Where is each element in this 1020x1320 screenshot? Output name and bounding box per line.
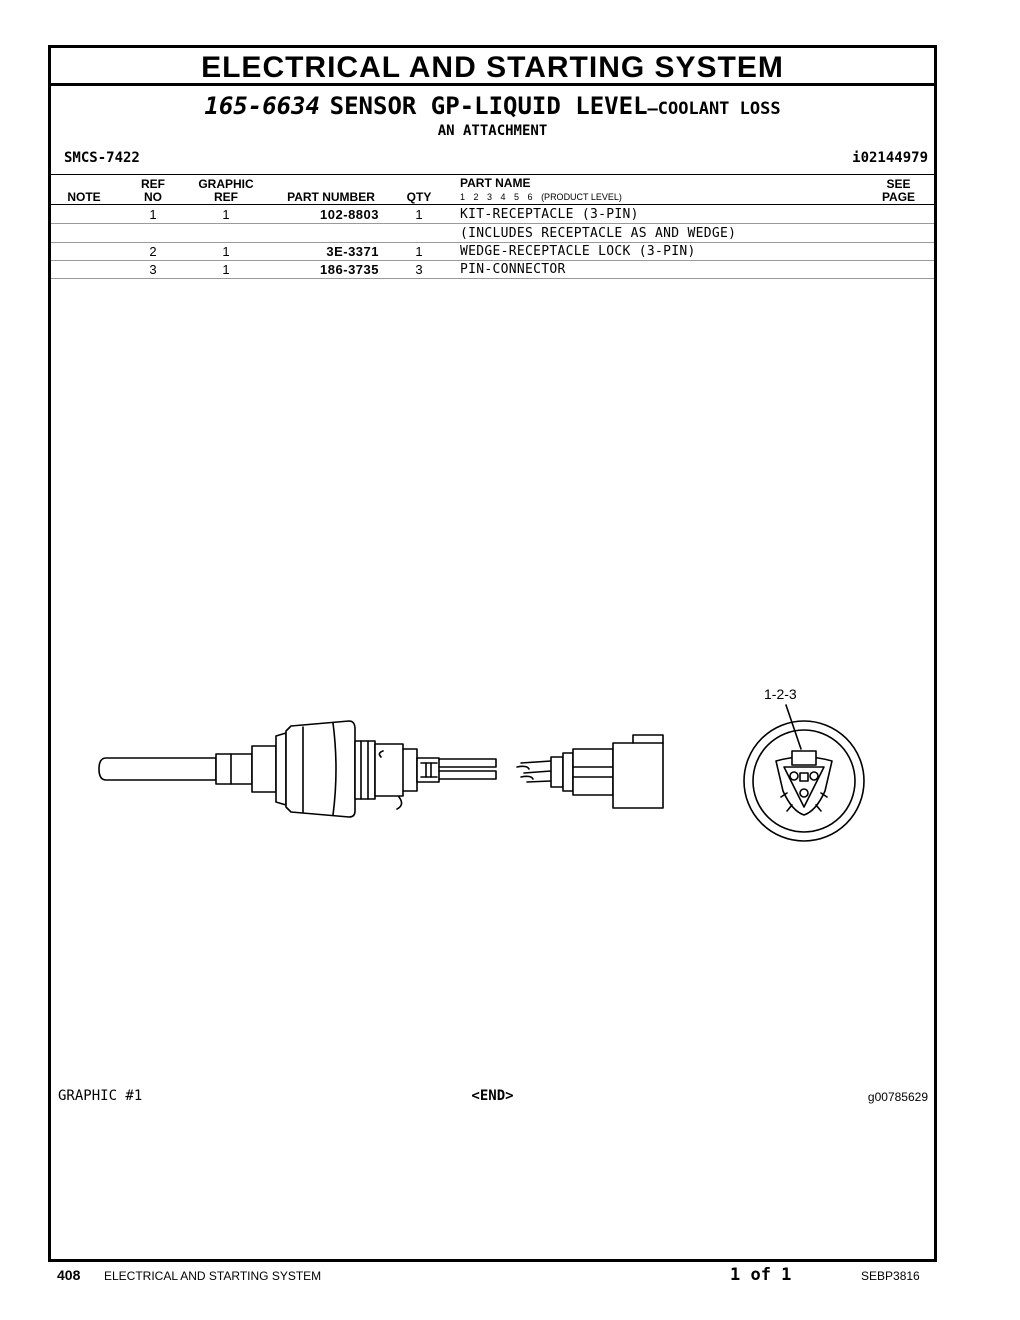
row-part-number: 3E-3371	[326, 244, 379, 259]
row-divider	[51, 260, 934, 261]
row-part-number: 186-3735	[320, 262, 379, 277]
row-divider	[51, 278, 934, 279]
row-divider	[51, 242, 934, 243]
sensor-probe-drawing	[99, 721, 496, 817]
graphic-label: GRAPHIC #1	[58, 1088, 143, 1104]
document-number: SEBP3816	[861, 1269, 920, 1283]
row-graphic-ref: 1	[222, 262, 230, 277]
group-name-suffix: —COOLANT LOSS	[647, 99, 781, 119]
row-divider	[51, 223, 934, 224]
header-see-bottom: PAGE	[881, 190, 916, 204]
row-ref-no: 1	[149, 207, 157, 222]
header-ref-top: REF	[141, 177, 165, 191]
row-part-number: 102-8803	[320, 207, 379, 222]
callout-label: 1-2-3	[764, 686, 797, 702]
header-ref-bottom: NO	[144, 190, 162, 204]
smcs-code: SMCS-7422	[64, 150, 140, 166]
connector-plug-drawing	[517, 735, 663, 808]
group-part-number: 165-6634	[204, 92, 320, 120]
footer-section: ELECTRICAL AND STARTING SYSTEM	[104, 1269, 322, 1283]
graphic-id: g00785629	[867, 1090, 928, 1104]
header-note: NOTE	[67, 190, 101, 204]
row-part-name: PIN-CONNECTOR	[460, 262, 566, 277]
row-qty: 1	[415, 207, 423, 222]
illustration-id: i02144979	[852, 150, 928, 166]
header-part-name: PART NAME	[460, 176, 531, 190]
row-ref-no: 3	[149, 262, 157, 277]
attachment-label: AN ATTACHMENT	[437, 123, 548, 139]
receptacle-end-view-drawing	[744, 705, 864, 841]
header-see-top: SEE	[886, 177, 911, 191]
row-graphic-ref: 1	[222, 244, 230, 259]
row-graphic-ref: 1	[222, 207, 230, 222]
header-part-number: PART NUMBER	[287, 190, 375, 204]
end-marker: <END>	[471, 1088, 514, 1104]
header-qty: QTY	[406, 190, 432, 204]
row-part-name: (INCLUDES RECEPTACLE AS AND WEDGE)	[460, 226, 737, 241]
page-number: 408	[57, 1267, 81, 1283]
group-name: SENSOR GP-LIQUID LEVEL	[329, 92, 648, 120]
table-header-rule	[51, 204, 934, 205]
table-top-rule	[51, 174, 934, 175]
page-of: 1 of 1	[730, 1265, 792, 1285]
parts-illustration	[81, 683, 921, 843]
row-qty: 1	[415, 244, 423, 259]
header-product-level: (PRODUCT LEVEL)	[541, 192, 622, 202]
header-levels: 1 2 3 4 5 6	[460, 192, 533, 202]
group-title	[51, 92, 934, 120]
row-part-name: WEDGE-RECEPTACLE LOCK (3-PIN)	[460, 244, 696, 259]
row-ref-no: 2	[149, 244, 157, 259]
row-qty: 3	[415, 262, 423, 277]
section-title: ELECTRICAL AND STARTING SYSTEM	[51, 48, 934, 86]
header-graphic-top: GRAPHIC	[198, 177, 254, 191]
page-frame	[48, 45, 937, 1262]
header-graphic-bottom: REF	[214, 190, 238, 204]
header-product-levels	[460, 192, 622, 202]
row-part-name: KIT-RECEPTACLE (3-PIN)	[460, 207, 639, 222]
